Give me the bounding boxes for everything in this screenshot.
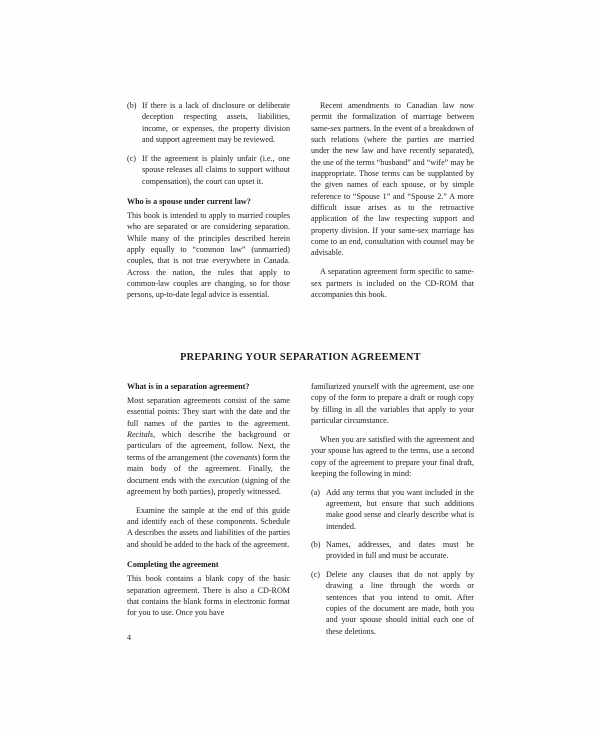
- list-item-text: If there is a lack of disclosure or deliberate deception respecting assets, liabilities, income, or expenses, the property division and support agreement may be reviewed.: [142, 101, 290, 145]
- top-right-column: [311, 100, 474, 301]
- term-covenants: covenants: [225, 452, 258, 462]
- term-recitals: Recitals: [127, 430, 154, 440]
- text-run: , which describe the background or particulars of the agreement, follow. Next, the terms of the arrangement (the: [127, 430, 290, 462]
- list-item: [127, 100, 290, 145]
- list-marker: (c): [311, 569, 320, 579]
- paragraph-draft-copy: familiarized yourself with the agreement, use one copy of the form to prepare a draft or rough copy by filling in all the variables that apply to your particular circumstance.: [311, 382, 474, 426]
- paragraph-agreement-structure: [127, 395, 290, 497]
- lower-content-band: [127, 381, 474, 644]
- text-run: Most separation agreements consist of the same essential points: They start with the date and the full names of the parties to the agreement.: [127, 396, 290, 428]
- subheading-what-is-in-agreement: What is in a separation agreement?: [127, 382, 250, 391]
- drafting-instructions-list: [311, 487, 474, 637]
- list-marker: (b): [311, 540, 321, 550]
- list-marker: (a): [311, 487, 320, 497]
- list-item: [127, 153, 290, 187]
- list-item-text: If the agreement is plainly unfair (i.e., one spouse releases all claims to support without compensation), the court can upset it.: [142, 153, 290, 186]
- list-item-text: Names, addresses, and dates must be provided in full and must be accurate.: [326, 540, 474, 561]
- paragraph-same-sex-amendments: Recent amendments to Canadian law now permit the formalization of marriage between same-sex partners. In the event of a breakdown of such relations (where the parties are married under the new law and have recently separated), the use of the terms “husband” and “wife” may be inappropriate. Those terms can be supplanted by the given names of each spouse, or by simple reference to “Spouse 1” and “Spouse 2.” A more difficult issue arises as to the retroactive application of the law respecting support and property division. If your same-sex marriage has come to an end, consultation with counsel may be advisable.: [311, 101, 474, 258]
- paragraph-spouse-definition: This book is intended to apply to married couples who are separated or are considering separation. While many of the principles described herein apply equally to “common law” (unmarried) couples, that is not true everywhere in Canada. Across the nation, the rules that apply to common-law couples are changing, so for those persons, up-to-date legal advice is essential.: [127, 211, 290, 300]
- paragraph-final-draft: When you are satisfied with the agreement and your spouse has agreed to the terms, use a second copy of the agreement to prepare your final draft, keeping the following in mind:: [311, 434, 474, 478]
- lower-left-column: [127, 381, 290, 644]
- list-item: [311, 487, 474, 532]
- list-item-text: Add any terms that you want included in the agreement, but ensure that such additions make good sense and clearly describe what is intended.: [326, 487, 474, 531]
- subheading-spouse-definition: Who is a spouse under current law?: [127, 196, 251, 206]
- list-marker: (b): [127, 101, 137, 110]
- term-execution: execution: [208, 475, 240, 485]
- paragraph-examine-sample: Examine the sample at the end of this guide and identify each of these components. Schedule A describes the assets and liabilities of the parties and should be added to the back of the agreement.: [127, 505, 290, 549]
- list-marker: (c): [127, 153, 136, 163]
- text-run: ) form the main body of the agreement. Finally, the document ends with the: [127, 452, 290, 485]
- page-number: 4: [127, 633, 132, 642]
- paragraph-same-sex-form: A separation agreement form specific to same-sex partners is included on the CD-ROM that accompanies this book.: [311, 267, 474, 299]
- paragraph-blank-copy: This book contains a blank copy of the basic separation agreement. There is also a CD-ROM that contains the blank forms in electronic format for you to use. Once you have: [127, 574, 290, 618]
- top-left-column: [127, 100, 290, 301]
- subheading-completing-agreement: Completing the agreement: [127, 560, 219, 570]
- clause-list-top: [127, 100, 290, 187]
- list-item-text: Delete any clauses that do not apply by drawing a line through the words or sentences that you intend to omit. After copies of the document are made, both you and your spouse should initial each one of these deletions.: [326, 569, 474, 636]
- lower-right-column: [311, 381, 474, 644]
- top-content-band: [127, 100, 474, 301]
- section-title: PREPARING YOUR SEPARATION AGREEMENT: [180, 352, 421, 363]
- list-item: [311, 569, 474, 637]
- list-item: [311, 539, 474, 562]
- text-run: (signing of the agreement by both parties), properly witnessed.: [127, 475, 291, 496]
